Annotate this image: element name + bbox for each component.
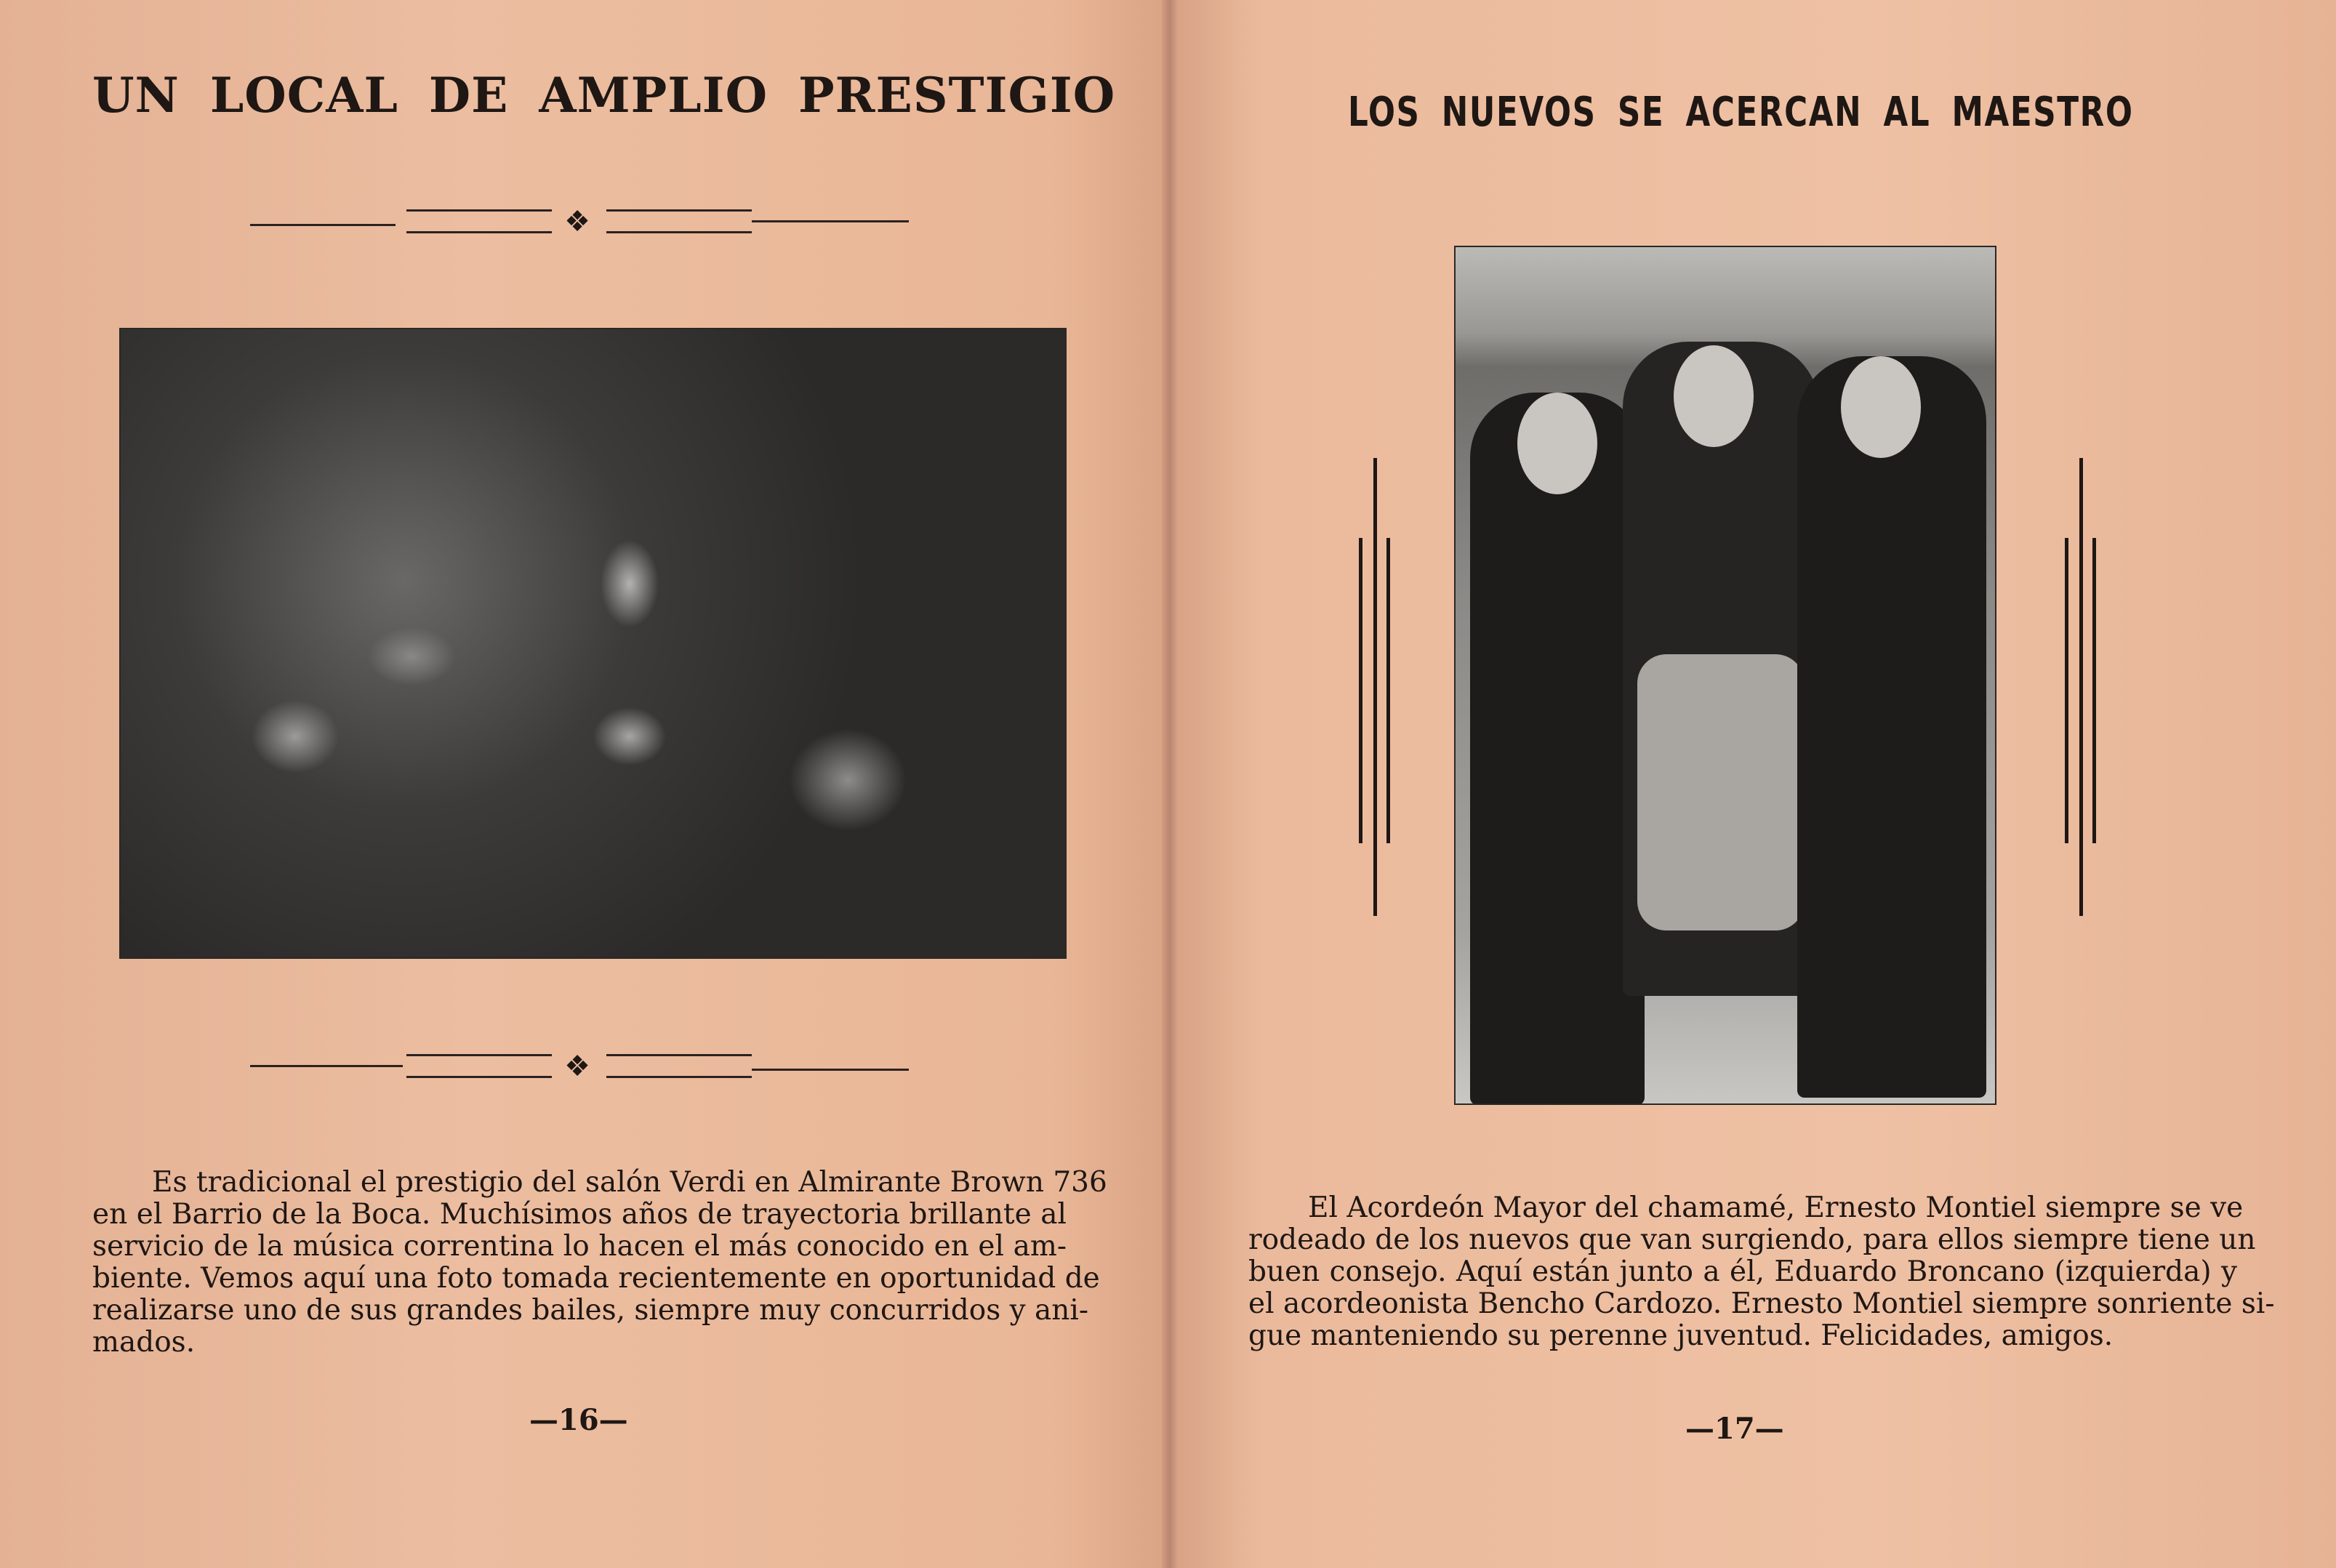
- head-right: [1841, 356, 1921, 458]
- caption-line: en el Barrio de la Boca. Muchísimos años de trayectoria brillante al: [92, 1198, 1067, 1231]
- left-page-caption: [92, 1166, 1107, 1359]
- caption-line: biente. Vemos aquí una foto tomada recientemente en oportunidad de: [92, 1262, 1100, 1295]
- right-page: [1169, 0, 2336, 1568]
- caption-line: servicio de la música correntina lo hacen el más conocido en el am-: [92, 1230, 1067, 1263]
- caption-line: El Acordeón Mayor del chamamé, Ernesto Montiel siempre se ve: [1308, 1191, 2244, 1224]
- head-left: [1517, 393, 1597, 494]
- caption-line: buen consejo. Aquí están junto a él, Eduardo Broncano (izquierda) y: [1248, 1255, 2237, 1288]
- figure-right: [1797, 356, 1986, 1098]
- caption-line: rodeado de los nuevos que van surgiendo, para ellos siempre tiene un: [1248, 1223, 2256, 1256]
- book-spine-fold: [1162, 0, 1178, 1568]
- head-center: [1674, 345, 1754, 447]
- caption-line: Es tradicional el prestigio del salón Verdi en Almirante Brown 736: [152, 1166, 1107, 1199]
- bombachas-trousers: [1637, 654, 1805, 930]
- caption-line: el acordeonista Bencho Cardozo. Ernesto Montiel siempre sonriente si-: [1248, 1287, 2275, 1320]
- page-number-right: —17—: [1685, 1412, 1784, 1446]
- ornament-knot-icon: ❖: [564, 205, 590, 238]
- musicians-group-photo: [1454, 246, 1996, 1105]
- top-ornament-divider: [250, 204, 909, 240]
- bottom-ornament-divider: [250, 1048, 909, 1085]
- page-number-left: —16—: [529, 1403, 628, 1437]
- figure-left: [1470, 393, 1645, 1105]
- right-vertical-rule: [2065, 458, 2100, 923]
- dance-hall-crowd-photo: [119, 328, 1067, 959]
- caption-line: mados.: [92, 1326, 196, 1359]
- caption-line: gue manteniendo su perenne juventud. Felicidades, amigos.: [1248, 1319, 2114, 1352]
- left-page-title: UN LOCAL DE AMPLIO PRESTIGIO: [92, 67, 1116, 124]
- right-page-caption: [1248, 1191, 2275, 1352]
- ornament-knot-icon: ❖: [564, 1050, 590, 1083]
- right-page-title: LOS NUEVOS SE ACERCAN AL MAESTRO: [1348, 89, 2134, 136]
- left-vertical-rule: [1359, 458, 1394, 923]
- caption-line: realizarse uno de sus grandes bailes, siempre muy concurridos y ani-: [92, 1294, 1089, 1327]
